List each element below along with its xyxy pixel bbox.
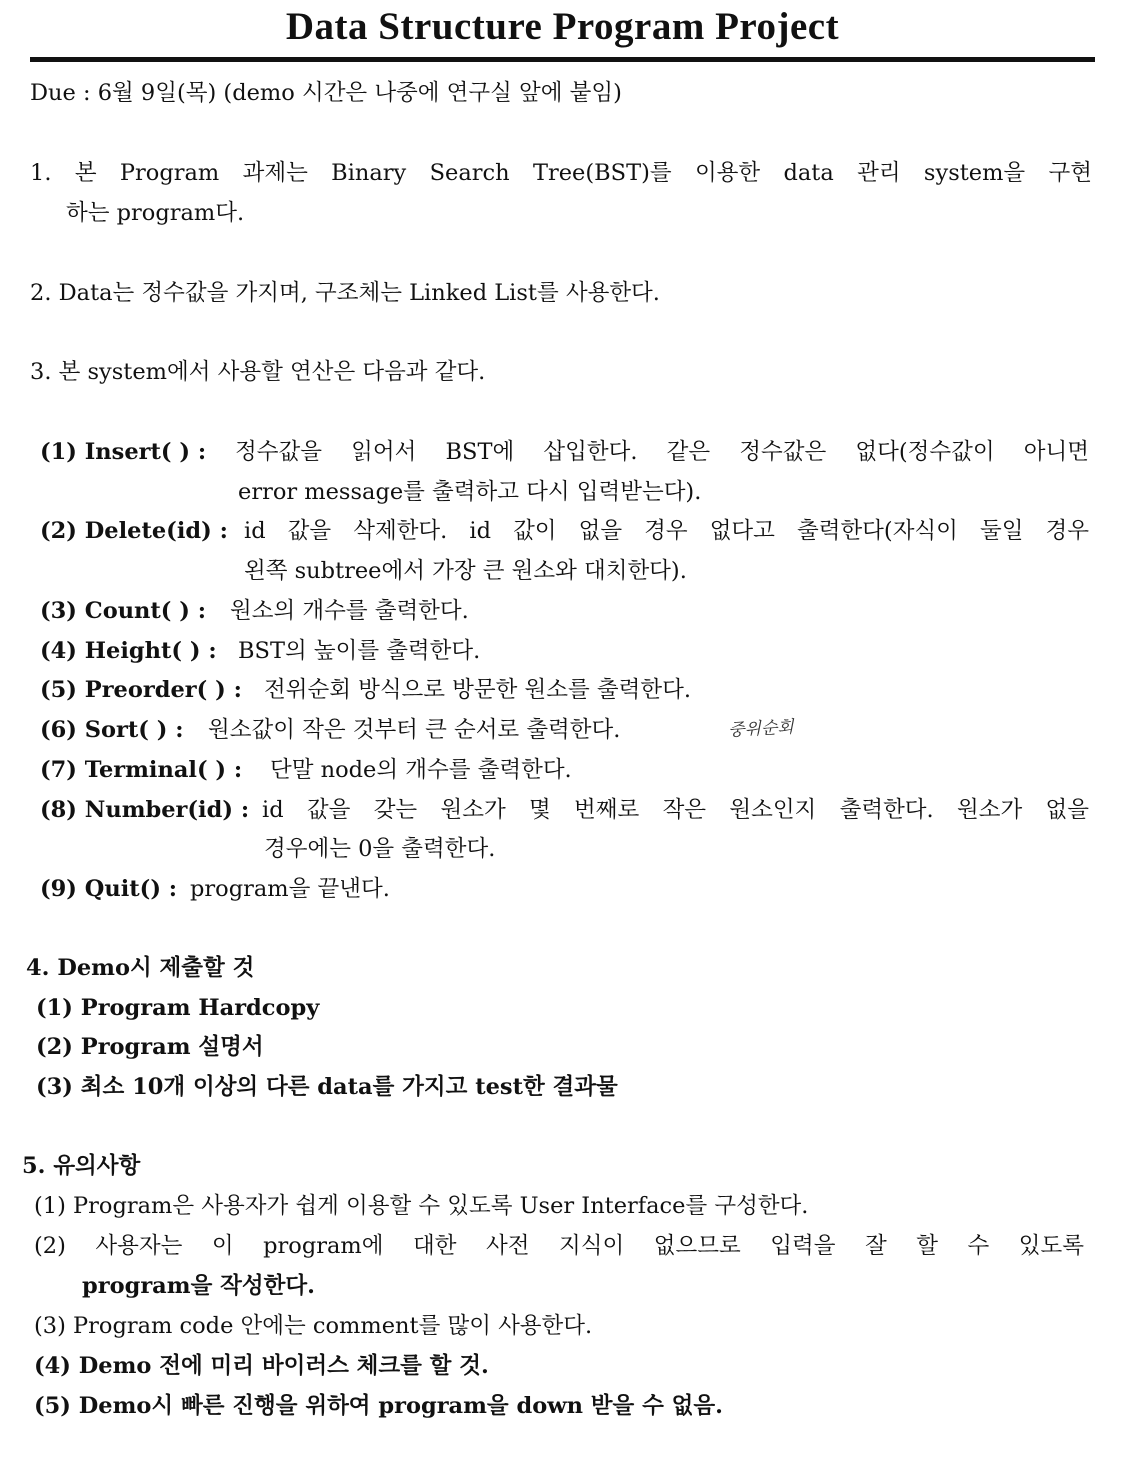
op-6-label: (6) Sort( ) : <box>40 717 184 743</box>
item-3-line: 3. 본 system에서 사용할 연산은 다음과 같다. <box>30 359 486 385</box>
op-6-desc: 원소값이 작은 것부터 큰 순서로 출력한다. <box>208 717 621 743</box>
op-1-cont: error message를 출력하고 다시 입력받는다). <box>238 479 702 505</box>
op-2-label: (2) Delete(id) : <box>40 518 228 544</box>
op-8-label: (8) Number(id) : <box>40 797 250 823</box>
op-3-desc: 원소의 개수를 출력한다. <box>230 598 469 624</box>
notes-item-2: (2) 사용자는 이 program에 대한 사전 지식이 없으므로 입력을 잘 할 수 있도록 <box>34 1233 1084 1259</box>
notes-item-4: (4) Demo 전에 미리 바이러스 체크를 할 것. <box>34 1353 489 1379</box>
op-7-desc: 단말 node의 개수를 출력한다. <box>270 757 572 783</box>
op-8-cont: 경우에는 0을 출력한다. <box>264 836 496 862</box>
demo-item-1: (1) Program Hardcopy <box>36 995 320 1021</box>
handwritten-note: 중위순회 <box>727 717 795 741</box>
op-2-cont: 왼쪽 subtree에서 가장 큰 원소와 대치한다). <box>244 558 687 584</box>
op-8-desc: id 값을 갖는 원소가 몇 번째로 작은 원소인지 출력한다. 원소가 없을 <box>262 797 1089 823</box>
op-3-label: (3) Count( ) : <box>40 598 207 624</box>
notes-item-5: (5) Demo시 빠른 진행을 위하여 program을 down 받을 수 없음. <box>34 1393 723 1419</box>
notes-item-3: (3) Program code 안에는 comment를 많이 사용한다. <box>34 1313 593 1339</box>
op-9-desc: program을 끝낸다. <box>190 876 390 902</box>
demo-item-2: (2) Program 설명서 <box>36 1034 264 1060</box>
notes-item-2-cont: program을 작성한다. <box>82 1273 315 1299</box>
document-title: Data Structure Program Project <box>285 5 840 48</box>
demo-heading: 4. Demo시 제출할 것 <box>26 955 255 981</box>
op-4-desc: BST의 높이를 출력한다. <box>238 638 481 664</box>
op-2-desc: id 값을 삭제한다. id 값이 없을 경우 없다고 출력한다(자식이 둘일 경우 <box>244 518 1089 544</box>
due-line: Due : 6월 9일(목) (demo 시간은 나중에 연구실 앞에 붙임) <box>30 80 622 106</box>
notes-item-1: (1) Program은 사용자가 쉽게 이용할 수 있도록 User Interface를 구성한다. <box>34 1193 809 1219</box>
demo-item-3: (3) 최소 10개 이상의 다른 data를 가지고 test한 결과물 <box>36 1074 618 1100</box>
op-5-label: (5) Preorder( ) : <box>40 677 242 703</box>
op-1-label: (1) Insert( ) : <box>40 439 207 465</box>
notes-heading: 5. 유의사항 <box>22 1153 141 1179</box>
item-1-line-1: 1. 본 Program 과제는 Binary Search Tree(BST)를 이용한 data 관리 system을 구현 <box>30 160 1092 186</box>
op-5-desc: 전위순회 방식으로 방문한 원소를 출력한다. <box>264 677 691 703</box>
item-2-line: 2. Data는 정수값을 가지며, 구조체는 Linked List를 사용한다. <box>30 280 660 306</box>
op-1-desc: 정수값을 읽어서 BST에 삽입한다. 같은 정수값은 없다(정수값이 아니면 <box>235 439 1089 465</box>
op-4-label: (4) Height( ) : <box>40 638 217 664</box>
item-1-line-2: 하는 program다. <box>66 200 245 226</box>
op-9-label: (9) Quit() : <box>40 876 178 902</box>
title-underline <box>30 57 1095 62</box>
op-7-label: (7) Terminal( ) : <box>40 757 243 783</box>
